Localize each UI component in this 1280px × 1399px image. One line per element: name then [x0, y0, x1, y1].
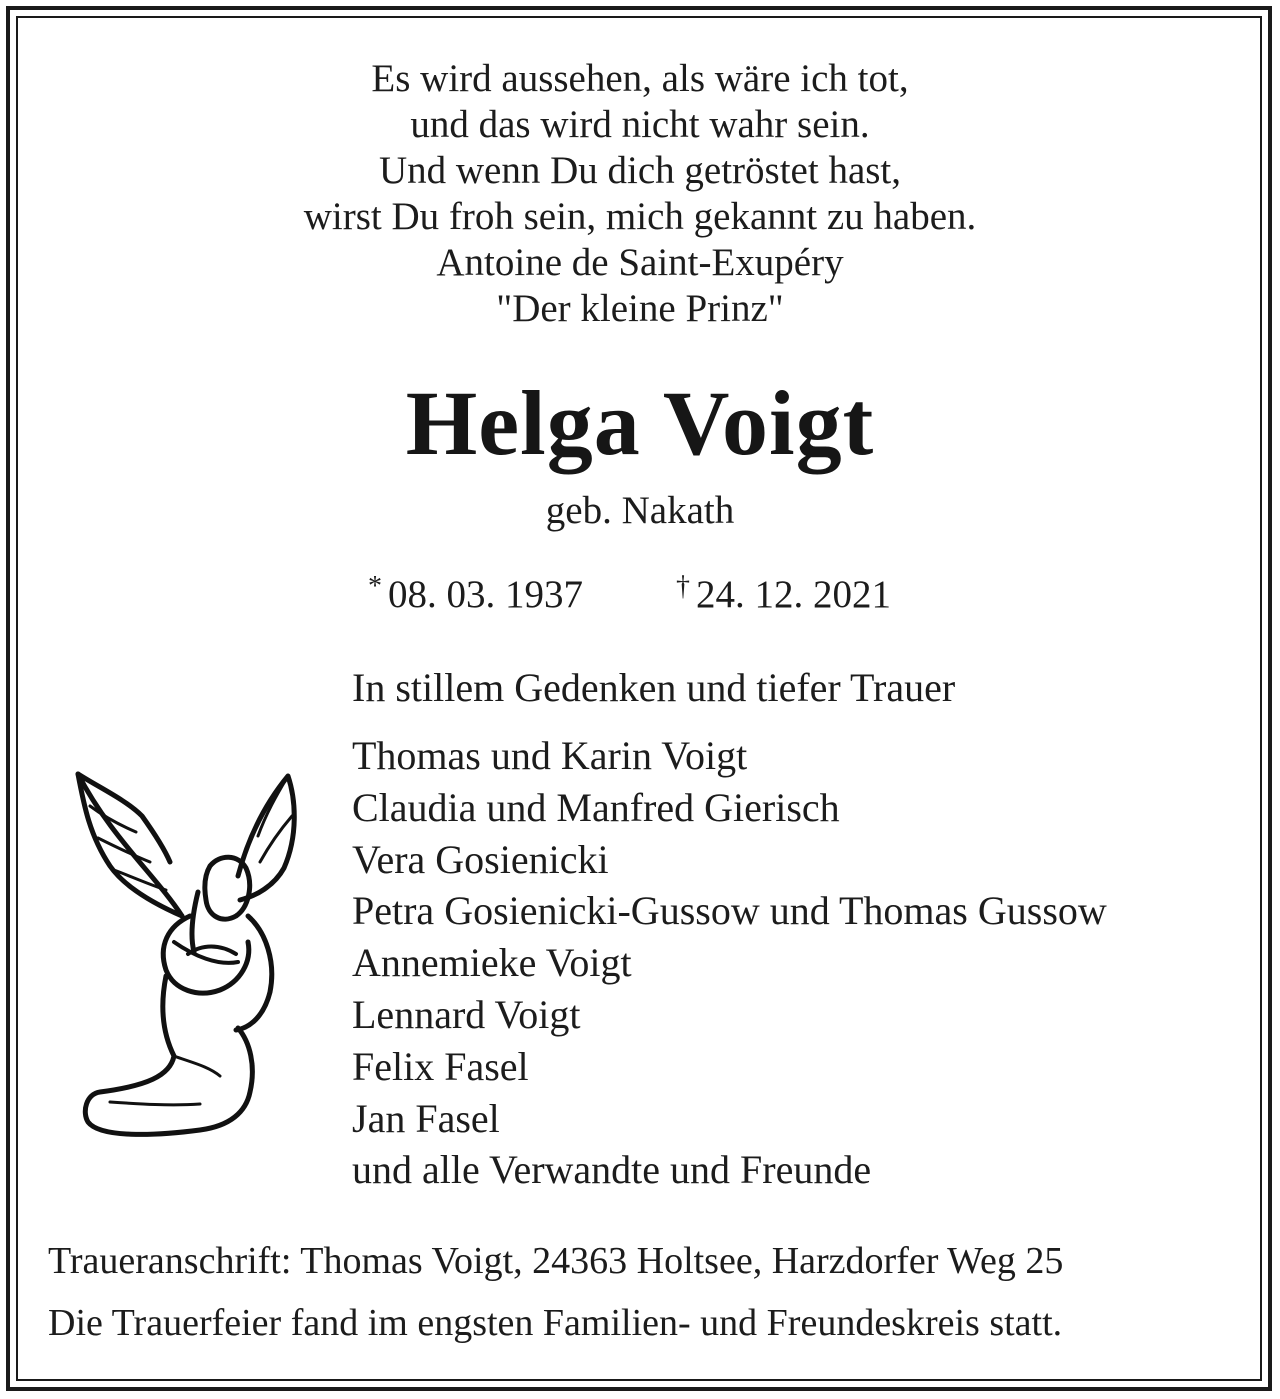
poem-line: Und wenn Du dich getröstet hast, [378, 149, 902, 192]
mourner: Jan Fasel [352, 1095, 500, 1141]
deceased-name: Helga Voigt [405, 372, 875, 474]
footer [48, 1230, 1063, 1354]
poem-author: Antoine de Saint-Exupéry [436, 241, 844, 284]
poem-source: "Der kleine Prinz" [496, 287, 784, 330]
ceremony-note: Die Trauerfeier fand im engsten Familien- und Freundeskreis statt. [48, 1302, 1063, 1344]
mourner: Claudia und Manfred Gierisch [352, 784, 840, 830]
mourners-list [352, 730, 1107, 1196]
death-symbol: † [676, 571, 690, 602]
birth-date-group [368, 564, 583, 618]
mourner: Felix Fasel [352, 1043, 529, 1089]
mourner: Annemieke Voigt [352, 940, 632, 986]
mourning-intro: In stillem Gedenken und tiefer Trauer [352, 665, 956, 710]
death-date-group [676, 564, 891, 618]
poem-line: Es wird aussehen, als wäre ich tot, [371, 57, 909, 100]
poem-line: und das wird nicht wahr sein. [410, 103, 870, 146]
mourner: Thomas und Karin Voigt [352, 733, 748, 778]
maiden-name: geb. Nakath [545, 489, 735, 532]
death-date: 24. 12. 2021 [696, 573, 891, 616]
angel-icon [70, 766, 310, 1146]
mourner: Lennard Voigt [352, 991, 581, 1037]
mourning-address: Traueranschrift: Thomas Voigt, 24363 Holtsee, Harzdorfer Weg 25 [48, 1240, 1064, 1282]
poem-line: wirst Du froh sein, mich gekannt zu haben. [303, 195, 977, 238]
poem-quote [0, 56, 1280, 332]
mourner: und alle Verwandte und Freunde [352, 1147, 872, 1193]
mourner: Petra Gosienicki-Gussow und Thomas Gussow [352, 888, 1107, 934]
birth-date: 08. 03. 1937 [388, 573, 583, 616]
birth-symbol: * [368, 571, 382, 602]
mourner: Vera Gosienicki [352, 836, 609, 882]
